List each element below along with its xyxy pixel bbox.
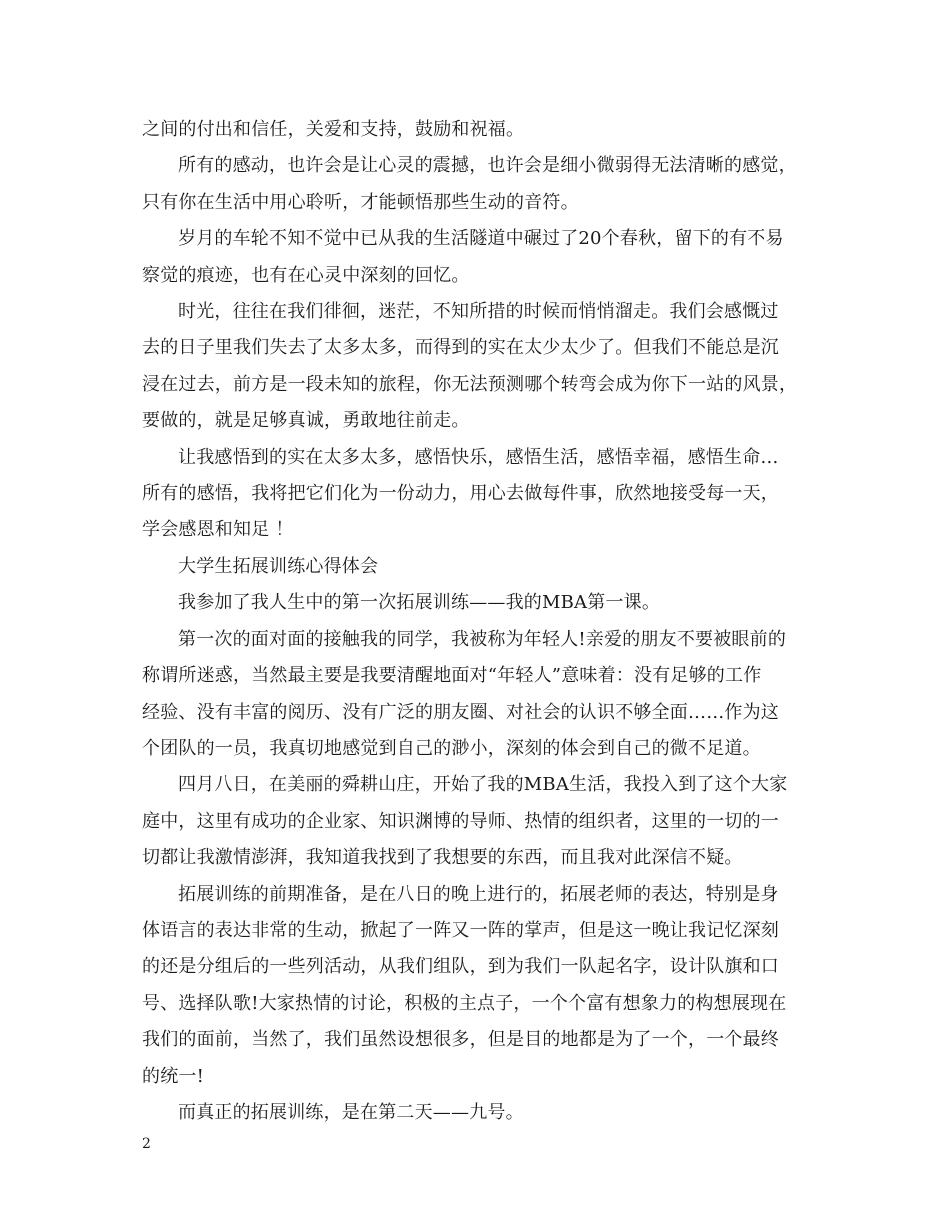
text-line: 所有的感悟，我将把它们化为一份动力，用心去做每件事，欣然地接受每一天， — [142, 483, 779, 505]
text-line: 我参加了我人生中的第一次拓展训练——我的MBA第一课。 — [178, 592, 661, 614]
text-line: 学会感恩和知足 ！ — [142, 519, 294, 541]
text-line: 而真正的拓展训练，是在第二天——九号。 — [178, 1101, 524, 1123]
paragraph — [142, 112, 810, 148]
text-line: 所有的感动，也许会是让心灵的震撼，也许会是细小微弱得无法清晰的感觉， — [178, 155, 797, 177]
paragraph — [142, 1095, 810, 1131]
text-line: 我们的面前，当然了，我们虽然设想很多，但是目的地都是为了一个，一个最终 — [142, 1029, 779, 1051]
paragraph — [142, 221, 810, 294]
text-line: 让我感悟到的实在太多太多，感悟快乐，感悟生活，感悟幸福，感悟生命… — [178, 446, 779, 468]
text-line: 四月八日，在美丽的舜耕山庄，开始了我的MBA生活，我投入到了这个大家 — [178, 774, 788, 796]
text-line: 时光，往往在我们徘徊，迷茫，不知所措的时候而悄悄溜走。我们会感慨过 — [178, 301, 779, 323]
text-line: 切都让我激情澎湃，我知道我找到了我想要的东西，而且我对此深信不疑。 — [142, 847, 743, 869]
text-line: 庭中，这里有成功的企业家、知识渊博的导师、热情的组织者，这里的一切的一 — [142, 810, 779, 832]
text-line: 浸在过去，前方是一段未知的旅程，你无法预测哪个转弯会成为你下一站的风景， — [142, 373, 798, 395]
page-number: 2 — [142, 1136, 151, 1152]
text-line: 的还是分组后的一些列活动，从我们组队，到为我们一队起名字，设计队旗和口 — [142, 956, 779, 978]
text-line: 拓展训练的前期准备，是在八日的晚上进行的，拓展老师的表达，特别是身 — [178, 883, 779, 905]
text-line: 去的日子里我们失去了太多太多，而得到的实在太少太少了。但我们不能总是沉 — [142, 337, 779, 359]
paragraph — [142, 148, 810, 221]
paragraph — [142, 767, 810, 876]
text-line: 的统一! — [142, 1065, 205, 1087]
paragraph — [142, 877, 810, 1095]
text-line: 称谓所迷惑，当然最主要是我要清醒地面对“年轻人”意味着：没有足够的工作 — [142, 665, 762, 687]
paragraph — [142, 549, 810, 585]
paragraph — [142, 585, 810, 621]
document-body — [142, 112, 810, 1131]
text-line: 察觉的痕迹，也有在心灵中深刻的回忆。 — [142, 264, 470, 286]
text-line: 只有你在生活中用心聆听，才能顿悟那些生动的音符。 — [142, 191, 579, 213]
paragraph — [142, 622, 810, 768]
text-line: 之间的付出和信任，关爱和支持，鼓励和祝福。 — [142, 119, 525, 140]
text-line: 号、选择队歌!大家热情的讨论，积极的主点子，一个个富有想象力的构想展现在 — [142, 992, 787, 1014]
paragraph — [142, 440, 810, 549]
text-line: 岁月的车轮不知不觉中已从我的生活隧道中碾过了20个春秋，留下的有不易 — [178, 228, 784, 250]
text-line: 体语言的表达非常的生动，掀起了一阵又一阵的掌声，但是这一晚让我记忆深刻 — [142, 919, 779, 941]
text-line: 经验、没有丰富的阅历、没有广泛的朋友圈、对社会的认识不够全面……作为这 — [142, 701, 779, 723]
text-line: 第一次的面对面的接触我的同学，我被称为年轻人!亲爱的朋友不要被眼前的 — [178, 628, 787, 650]
text-line: 大学生拓展训练心得体会 — [178, 555, 379, 577]
text-line: 要做的，就是足够真诚，勇敢地往前走。 — [142, 410, 470, 432]
text-line: 个团队的一员，我真切地感觉到自己的渺小，深刻的体会到自己的微不足道。 — [142, 737, 761, 759]
paragraph — [142, 294, 810, 440]
